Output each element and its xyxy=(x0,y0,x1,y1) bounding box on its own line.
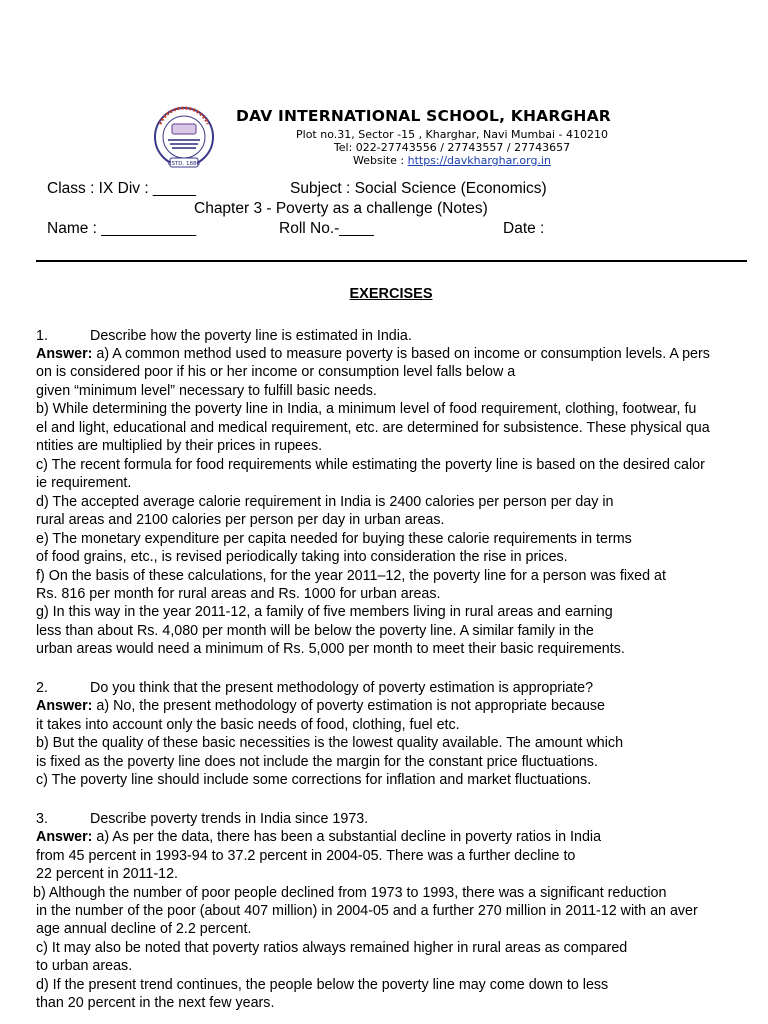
answer-line: of food grains, etc., is revised periodically taking into consideration the rise in prices. xyxy=(36,549,568,565)
header-divider xyxy=(36,260,747,262)
answer-line: ntities are multiplied by their prices in rupees. xyxy=(36,438,323,454)
answer-line: c) The poverty line should include some corrections for inflation and market fluctuations. xyxy=(36,772,592,788)
answer-line: less than about Rs. 4,080 per month will be below the poverty line. A similar family in the xyxy=(36,623,594,639)
answer-label: Answer: xyxy=(36,829,93,845)
question-text: Describe how the poverty line is estimated in India. xyxy=(90,328,412,344)
answer-line: is fixed as the poverty line does not include the margin for the constant price fluctuations. xyxy=(36,754,598,770)
answer-line: than 20 percent in the next few years. xyxy=(36,995,275,1011)
answer-line: rural areas and 2100 calories per person per day in urban areas. xyxy=(36,512,445,528)
answer-line: e) The monetary expenditure per capita needed for buying these calorie requirements in terms xyxy=(36,531,632,547)
answer-line: age annual decline of 2.2 percent. xyxy=(36,921,252,937)
answer-line: ie requirement. xyxy=(36,475,132,491)
answer-line: el and light, educational and medical requirement, etc. are determined for subsistence. These physical qua xyxy=(36,420,710,436)
school-logo-icon xyxy=(148,106,224,172)
school-website xyxy=(232,154,672,167)
question-text: Describe poverty trends in India since 1973. xyxy=(90,811,369,827)
answer-line: from 45 percent in 1993-94 to 37.2 percent in 2004-05. There was a further decline to xyxy=(36,848,576,864)
answer-line: b) While determining the poverty line in India, a minimum level of food requirement, clothing, footwear, fu xyxy=(36,401,697,417)
answer-line: 22 percent in 2011-12. xyxy=(36,866,179,882)
answer-line: c) It may also be noted that poverty ratios always remained higher in rural areas as compared xyxy=(36,940,628,956)
answer-line xyxy=(36,828,601,846)
class-div-field: Class : IX Div : _____ xyxy=(47,180,197,197)
answer-line: f) On the basis of these calculations, for the year 2011–12, the poverty line for a person was fixed at xyxy=(36,568,666,584)
question-3 xyxy=(36,810,368,828)
question-text: Do you think that the present methodology of poverty estimation is appropriate? xyxy=(90,680,594,696)
logo-text: ESTD. 1886 xyxy=(167,161,201,167)
answer-line: given “minimum level” necessary to fulfill basic needs. xyxy=(36,383,377,399)
school-address: Plot no.31, Sector -15 , Kharghar, Navi Mumbai - 410210 xyxy=(296,128,608,141)
answer-line: d) If the present trend continues, the people below the poverty line may come down to less xyxy=(36,977,609,993)
exercises-heading: EXERCISES xyxy=(349,286,433,302)
answer-line: on is considered poor if his or her income or consumption level falls below a xyxy=(36,364,516,380)
date-field: Date : xyxy=(503,220,545,237)
answer-label: Answer: xyxy=(36,346,93,362)
answer-text: a) No, the present methodology of poverty estimation is not appropriate because xyxy=(92,698,606,714)
answer-text: a) As per the data, there has been a substantial decline in poverty ratios in India xyxy=(92,829,602,845)
answer-text: a) A common method used to measure poverty is based on income or consumption levels. A pers xyxy=(92,346,710,362)
answer-line: in the number of the poor (about 407 million) in 2004-05 and a further 270 million in 2011-12 with an aver xyxy=(36,903,698,919)
answer-line xyxy=(36,345,710,363)
answer-line: urban areas would need a minimum of Rs. 5,000 per month to meet their basic requirements. xyxy=(36,641,625,657)
answer-line: it takes into account only the basic needs of food, clothing, fuel etc. xyxy=(36,717,460,733)
website-label: Website : xyxy=(353,154,408,167)
question-number: 3. xyxy=(36,811,48,827)
school-telephone: Tel: 022-27743556 / 27743557 / 27743657 xyxy=(333,141,571,154)
answer-line: b) Although the number of poor people declined from 1973 to 1993, there was a significant reduction xyxy=(33,885,667,901)
answer-line: c) The recent formula for food requirements while estimating the poverty line is based on the desired calor xyxy=(36,457,705,473)
school-name: DAV INTERNATIONAL SCHOOL, KHARGHAR xyxy=(236,107,611,125)
answer-line xyxy=(36,697,605,715)
name-field: Name : ___________ xyxy=(47,220,197,237)
answer-label: Answer: xyxy=(36,698,93,714)
answer-line: Rs. 816 per month for rural areas and Rs. 1000 for urban areas. xyxy=(36,586,441,602)
website-link[interactable]: https://davkharghar.org.in xyxy=(407,154,551,167)
question-number: 2. xyxy=(36,680,48,696)
answer-line: d) The accepted average calorie requirement in India is 2400 calories per person per day in xyxy=(36,494,614,510)
answer-line: g) In this way in the year 2011-12, a family of five members living in rural areas and earning xyxy=(36,604,613,620)
subject-field: Subject : Social Science (Economics) xyxy=(290,180,547,197)
question-1 xyxy=(36,327,412,345)
answer-line: b) But the quality of these basic necessities is the lowest quality available. The amount which xyxy=(36,735,624,751)
roll-number-field: Roll No.-____ xyxy=(279,220,374,237)
question-number: 1. xyxy=(36,328,48,344)
chapter-title: Chapter 3 - Poverty as a challenge (Notes) xyxy=(194,200,488,217)
answer-line: to urban areas. xyxy=(36,958,133,974)
question-2 xyxy=(36,679,593,697)
